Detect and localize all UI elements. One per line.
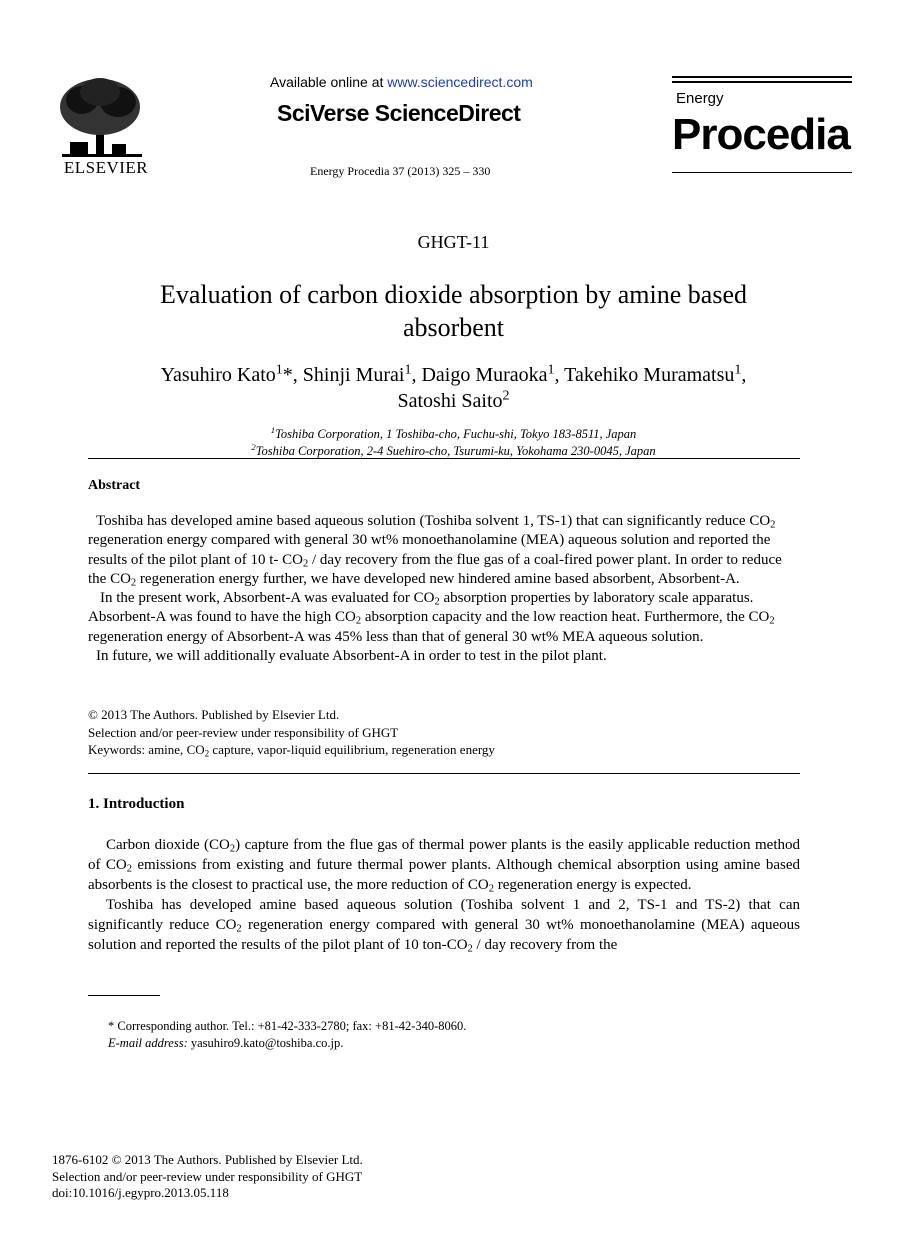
- abstract-paragraph: In the present work, Absorbent-A was evaluated for $CO_2$ absorption properties by laboratory scale apparatus. Absorbent-A was found to have the high $CO_2$ absorption capacity and the low reaction heat. Furthermore, the $CO_2$ regeneration energy of Absorbent-A was 45% less than that of general 30 wt% MEA aqueous solution.: [88, 590, 775, 645]
- review-line: Selection and/or peer-review under responsibility of GHGT: [52, 1168, 363, 1184]
- available-online: Available online at www.sciencedirect.com: [270, 74, 533, 90]
- author-name: Satoshi Saito: [397, 390, 503, 412]
- journal-logo-lines: [672, 76, 852, 86]
- abstract-heading: Abstract: [88, 478, 141, 493]
- corresponding-author: * Corresponding author. Tel.: +81-42-333-2780; fax: +81-42-340-8060.: [108, 1019, 467, 1033]
- author-name: Daigo Muraoka: [421, 364, 548, 386]
- intro-paragraph: Carbon dioxide $(CO_2)$ capture from the flue gas of thermal power plants is the easily applicable reduction method of $CO_2$ emissions from existing and future thermal power plants. Although chemical absorption using amine based absorbents is the closest to practical use, the more reduction of $CO_2$ regeneration energy is expected.: [88, 837, 800, 895]
- divider: [88, 458, 800, 459]
- issn-line: 1876-6102 © 2013 The Authors. Published by Elsevier Ltd.: [52, 1152, 363, 1167]
- author-name: Takehiko Muramatsu: [564, 364, 735, 386]
- journal-logo-energy: Energy: [676, 90, 724, 107]
- email-line: E-mail address: yasuhiro9.kato@toshiba.co.jp.: [108, 1036, 344, 1050]
- intro-paragraph: Toshiba has developed amine based aqueous solution (Toshiba solvent 1 and 2, TS-1 and TS-2) that can significantly reduce $CO_2$ regeneration energy compared with general 30 wt% monoethanolamine (MEA) aqueous solution and reported the results of the pilot plant of 10 ton-$CO_2$ / day recovery from the: [88, 897, 800, 955]
- section-heading: 1. Introduction: [88, 796, 185, 812]
- abstract-paragraph: In future, we will additionally evaluate Absorbent-A in order to test in the pilot plant.: [96, 648, 607, 665]
- doi-line[interactable]: doi:10.1016/j.egypro.2013.05.118: [52, 1185, 229, 1200]
- platform-name: SciVerse ScienceDirect: [277, 100, 521, 126]
- author-affiliation-mark: 1: [404, 362, 412, 378]
- email-address[interactable]: yasuhiro9.kato@toshiba.co.jp.: [187, 1036, 344, 1050]
- abstract-body: [88, 512, 800, 666]
- sciencedirect-link[interactable]: www.sciencedirect.com: [387, 74, 533, 90]
- journal-citation: Energy Procedia 37 (2013) 325 – 330: [310, 164, 491, 178]
- copyright-line: © 2013 The Authors. Published by Elsevier Ltd.: [88, 707, 340, 722]
- publisher-name: ELSEVIER: [63, 158, 149, 177]
- affiliations: [110, 426, 797, 460]
- affiliation-line: $^2$Toshiba Corporation, 2-4 Suehiro-cho, Tsurumi-ku, Yokohama 230-0045, Japan: [251, 442, 656, 458]
- author-affiliation-mark: 1: [275, 362, 283, 378]
- conference-name: GHGT-11: [417, 232, 490, 252]
- journal-logo-procedia: Procedia: [672, 110, 850, 159]
- divider: [88, 773, 800, 774]
- author-name: Yasuhiro Kato: [160, 364, 276, 386]
- footnote-divider: [88, 995, 160, 996]
- author-affiliation-mark: 1: [734, 362, 742, 378]
- abstract-paragraph: Toshiba has developed amine based aqueous solution (Toshiba solvent 1, TS-1) that can significantly reduce $CO_2$ regeneration energy compared with general 30 wt% monoethanolamine (MEA) aqueous solution and reported the results of the pilot plant of 10 t- $CO_2$ / day recovery from the flue gas of a coal-fired power plant. In order to reduce the $CO_2$ regeneration energy further, we have developed new hindered amine based absorbent, Absorbent-A.: [88, 513, 782, 589]
- keywords-line: Keywords: amine, $CO_2$ capture, vapor-liquid equilibrium, regeneration energy: [88, 742, 495, 759]
- author-affiliation-mark: 2: [502, 388, 510, 404]
- affiliation-line: $^1$Toshiba Corporation, 1 Toshiba-cho, Fuchu-shi, Tokyo 183-8511, Japan: [270, 425, 637, 441]
- review-line: Selection and/or peer-review under responsibility of GHGT: [88, 724, 399, 740]
- paper-title: Evaluation of carbon dioxide absorption by amine based absorbent: [159, 280, 747, 342]
- author-affiliation-mark: 1: [547, 362, 555, 378]
- footnote: [108, 1018, 466, 1052]
- journal-logo-underline: [672, 172, 852, 173]
- author-list: Yasuhiro Kato$^1$*, Shinji Murai$^1$, Daigo Muraoka$^1$, Takehiko Muramatsu$^1$, Satoshi Saito$^2$: [160, 362, 747, 412]
- intro-body: [88, 835, 800, 955]
- page-footer: [52, 1152, 363, 1202]
- abstract-meta: [88, 706, 800, 759]
- author-name: Shinji Murai: [302, 364, 405, 386]
